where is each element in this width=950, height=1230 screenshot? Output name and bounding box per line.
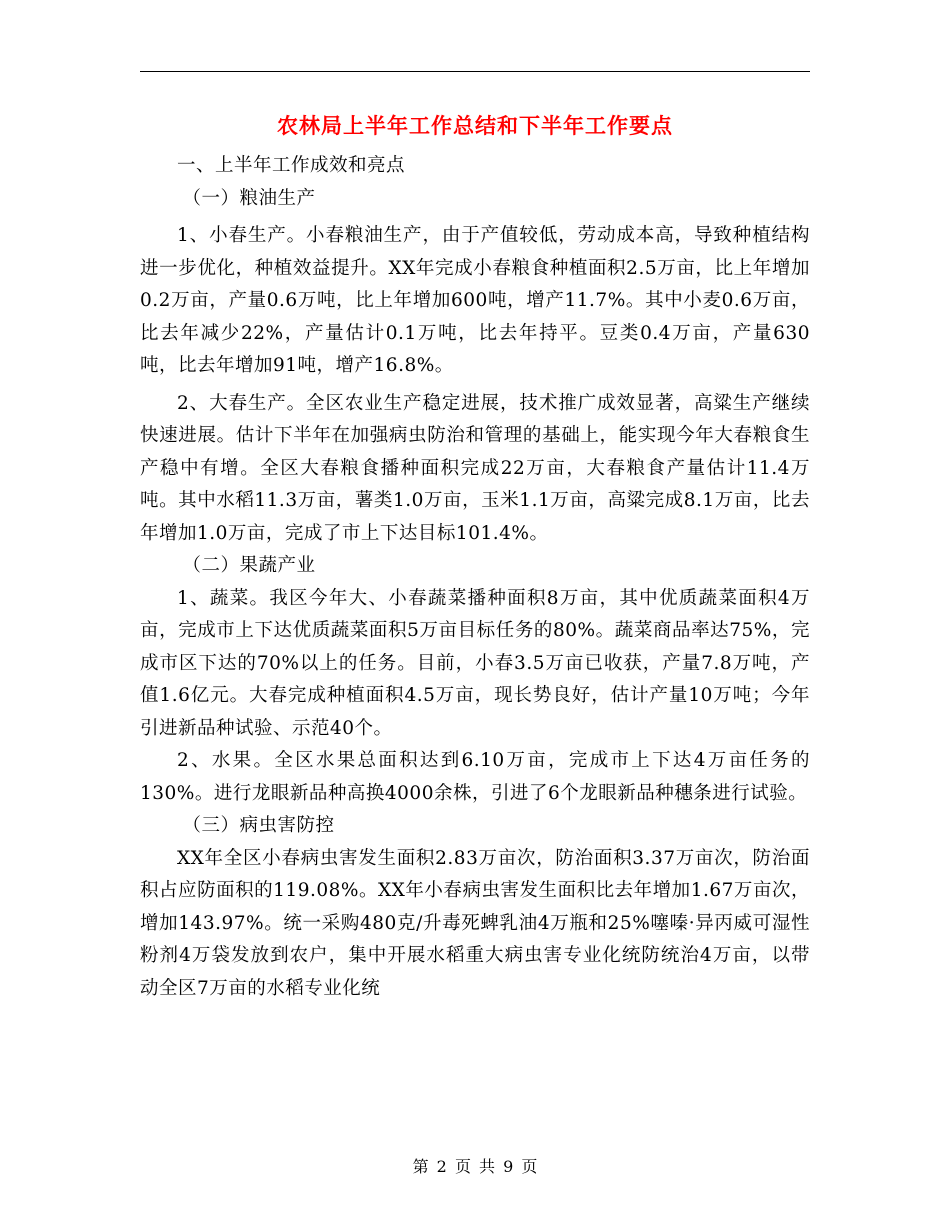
paragraph: 2、大春生产。全区农业生产稳定进展，技术推广成效显著，高粱生产继续快速进展。估计下半年在加强病虫防治和管理的基础上，能实现今年大春粮食生产稳中有增。全区大春粮食播种面积完成22万亩，大春粮食产量估计11.4万吨。其中水稻11.3万亩，薯类1.0万亩，玉米1.1万亩，高粱完成8.1万亩，比去年增加1.0万亩，完成了市上下达目标101.4%。 xyxy=(140,392,810,544)
subsection-heading: （三）病虫害防控 xyxy=(182,815,335,836)
page-number: 第 2 页 共 9 页 xyxy=(412,1157,538,1176)
subsection-heading: （一）粮油生产 xyxy=(182,187,316,209)
subsection-heading: （二）果蔬产业 xyxy=(182,555,316,576)
document-body xyxy=(140,150,810,1005)
header-rule xyxy=(140,71,810,72)
paragraph: XX年全区小春病虫害发生面积2.83万亩次，防治面积3.37万亩次，防治面积占应防面积的119.08%。XX年小春病虫害发生面积比去年增加1.67万亩次，增加143.97%。统一采购480克/升毒死蜱乳油4万瓶和25%噻嗪·异丙威可湿性粉剂4万袋发放到农户，集中开展水稻重大病虫害专业化统防统治4万亩，以带动全区7万亩的水稻专业化统 xyxy=(140,847,810,999)
section-heading: 一、上半年工作成效和亮点 xyxy=(177,155,406,176)
paragraph: 1、小春生产。小春粮油生产，由于产值较低，劳动成本高，导致种植结构进一步优化，种植效益提升。XX年完成小春粮食种植面积2.5万亩，比上年增加0.2万亩，产量0.6万吨，比上年增加600吨，增产11.7%。其中小麦0.6万亩，比去年减少22%，产量估计0.1万吨，比去年持平。豆类0.4万亩，产量630吨，比去年增加91吨，增产16.8%。 xyxy=(140,225,810,376)
paragraph: 2、水果。全区水果总面积达到6.10万亩，完成市上下达4万亩任务的130%。进行龙眼新品种高换4000余株，引进了6个龙眼新品种穗条进行试验。 xyxy=(140,750,810,804)
document-title: 农林局上半年工作总结和下半年工作要点 xyxy=(277,114,673,138)
paragraph: 1、蔬菜。我区今年大、小春蔬菜播种面积8万亩，其中优质蔬菜面积4万亩，完成市上下达优质蔬菜面积5万亩目标任务的80%。蔬菜商品率达75%，完成市区下达的70%以上的任务。目前，小春3.5万亩已收获，产量7.8万吨，产值1.6亿元。大春完成种植面积4.5万亩，现长势良好，估计产量10万吨；今年引进新品种试验、示范40个。 xyxy=(140,587,810,739)
